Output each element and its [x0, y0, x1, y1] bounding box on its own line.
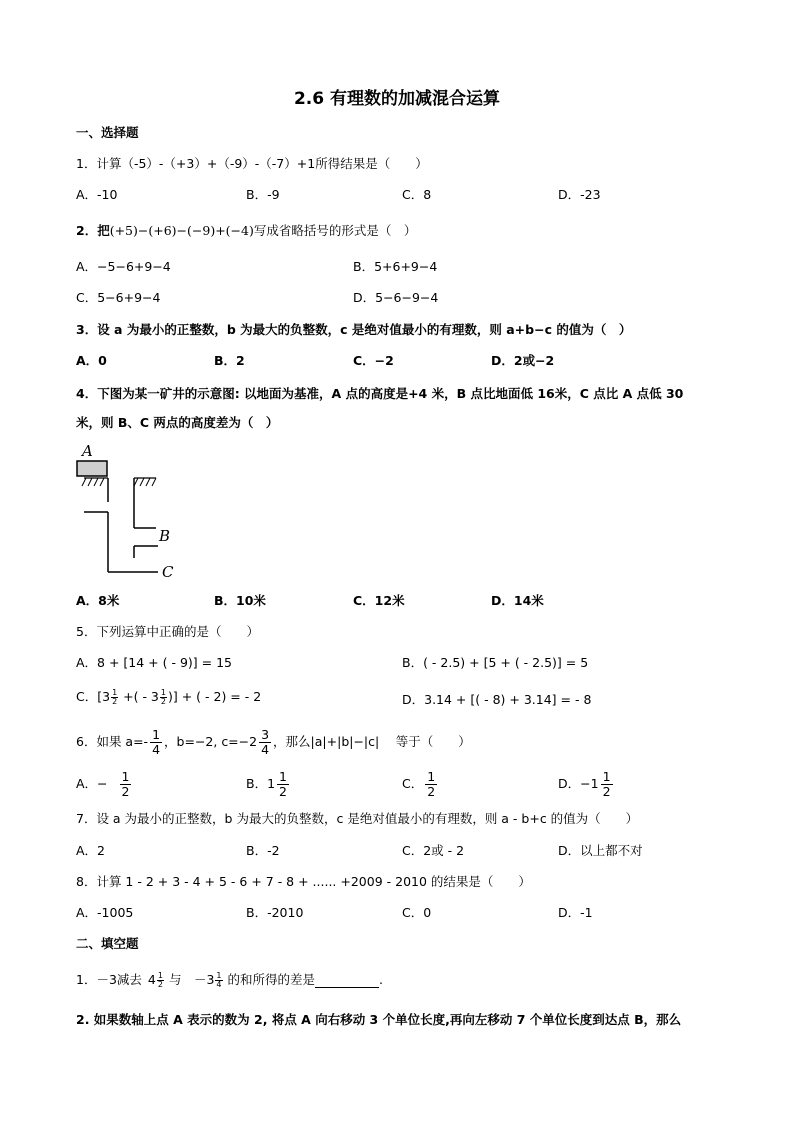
- q4-option-c: C．12米: [353, 593, 405, 608]
- f1-part2: 与 －3: [168, 972, 215, 987]
- point-c-label: C: [162, 563, 174, 581]
- f1-whole-a: 4: [147, 972, 156, 987]
- q6-fraction-a: $\frac{1}{4}$: [152, 727, 161, 757]
- q6-fraction-c: $\frac{3}{4}$: [261, 727, 270, 757]
- q8-option-c: C．0: [402, 905, 432, 920]
- q5-option-a: A．8 + [14 + ( - 9)] = 15: [76, 655, 232, 670]
- q3-option-d: D．2或−2: [491, 353, 555, 368]
- q3-option-b: B．2: [214, 353, 245, 368]
- q1-option-b: B．-9: [246, 187, 280, 202]
- q7-option-b: B．-2: [246, 843, 280, 858]
- question-5-stem: 5．下列运算中正确的是（ ）: [76, 624, 259, 639]
- q3-option-c: C．−2: [353, 353, 394, 368]
- point-a-label: A: [82, 442, 93, 460]
- q2-stem-suffix: 写成省略括号的形式是（ ）: [253, 223, 417, 238]
- q5c-fraction-2: $\frac{1}{2}$: [160, 688, 166, 706]
- q4-option-b: B．10米: [214, 593, 266, 608]
- question-7-stem: 7．设 a 为最小的正整数，b 为最大的负整数，c 是绝对值最小的有理数，则 a - b+c 的值为（ ）: [76, 811, 639, 826]
- q2-option-d: D．5−6−9−4: [353, 290, 439, 305]
- q8-option-a: A．-1005: [76, 905, 134, 920]
- f1-fraction-b: 1 4: [216, 970, 222, 989]
- q5c-part2: +( - 3: [119, 689, 159, 704]
- question-1-stem: 1．计算（-5）-（+3）+（-9）-（-7）+1所得结果是（ ）: [76, 156, 428, 171]
- q6-option-a: A．− $\frac{1}{2}$: [76, 769, 130, 799]
- f1-part1: 1．－3减去: [76, 972, 142, 987]
- q6-option-c: C． $\frac{1}{2}$: [402, 769, 436, 799]
- q7-option-d: D．以上都不对: [558, 843, 643, 858]
- fill-question-1: [76, 968, 383, 992]
- q8-option-d: D．-1: [558, 905, 593, 920]
- f1-part3: 的和所得的差是: [227, 972, 316, 987]
- q5-option-b: B．( - 2.5) + [5 + ( - 2.5)] = 5: [402, 655, 589, 670]
- q5c-part1: C．[3: [76, 689, 111, 704]
- q1-option-c: C．8: [402, 187, 432, 202]
- q6-option-d: D．−1 $\frac{1}{2}$: [558, 769, 611, 799]
- fill-question-2: 2. 如果数轴上点 A 表示的数为 2, 将点 A 向右移动 3 个单位长度,再向左移动 7 个单位长度到达点 B，那么: [76, 1012, 682, 1027]
- question-4-stem-line2: 米，则 B、C 两点的高度差为（ ）: [76, 415, 279, 430]
- q2-expression: (+5)−(+6)−(−9)+(−4): [109, 223, 254, 238]
- q6-part2: ，b=−2, c=−2: [164, 734, 258, 749]
- point-b-label: B: [159, 527, 171, 545]
- q6-part1: 6．如果 a=-: [76, 734, 149, 749]
- q6-option-b: B．1 $\frac{1}{2}$: [246, 769, 287, 799]
- q1-option-a: A．-10: [76, 187, 118, 202]
- question-4-stem-line1: 4．下图为某一矿井的示意图: 以地面为基准，A 点的高度是+4 米，B 点比地面低 16米，C 点比 A 点低 30: [76, 386, 684, 401]
- q2-option-b: B．5+6+9−4: [353, 259, 438, 274]
- f1-fraction-a: 1 2: [157, 970, 163, 989]
- q5-option-c: [76, 688, 261, 706]
- q3-option-a: A．0: [76, 353, 107, 368]
- q7-option-c: C．2或 - 2: [402, 843, 465, 858]
- ground-marker-a: [77, 461, 107, 476]
- section-heading-fill: 二、填空题: [76, 936, 139, 951]
- q7-option-a: A．2: [76, 843, 106, 858]
- q5c-part3: )] + ( - 2) = - 2: [167, 689, 262, 704]
- q6-part3: ，那么|a|+|b|−|c| 等于（ ）: [273, 734, 471, 749]
- q4-option-a: A．8米: [76, 593, 120, 608]
- question-6-stem: [76, 722, 471, 762]
- q2-option-c: C．5−6+9−4: [76, 290, 161, 305]
- q5c-fraction-1: $\frac{1}{2}$: [112, 688, 118, 706]
- question-2-stem: [76, 222, 416, 240]
- q1-option-d: D．-23: [558, 187, 601, 202]
- section-heading-choice: 一、选择题: [76, 125, 139, 140]
- q8-option-b: B．-2010: [246, 905, 304, 920]
- q5-option-d: D．3.14 + [( - 8) + 3.14] = - 8: [402, 692, 592, 707]
- f1-end: .: [379, 972, 383, 987]
- q2-stem-prefix: 2．把: [76, 223, 110, 238]
- q4-option-d: D．14米: [491, 593, 544, 608]
- mine-shaft-diagram: [72, 440, 192, 582]
- page-title: 2.6 有理数的加减混合运算: [293, 89, 501, 109]
- question-8-stem: 8．计算 1 - 2 + 3 - 4 + 5 - 6 + 7 - 8 + ...... +2009 - 2010 的结果是（ ）: [76, 874, 531, 889]
- question-3-stem: 3．设 a 为最小的正整数，b 为最大的负整数，c 是绝对值最小的有理数，则 a+b−c 的值为（ ）: [76, 322, 632, 337]
- q2-option-a: A．−5−6+9−4: [76, 259, 171, 274]
- answer-blank[interactable]: [315, 973, 379, 988]
